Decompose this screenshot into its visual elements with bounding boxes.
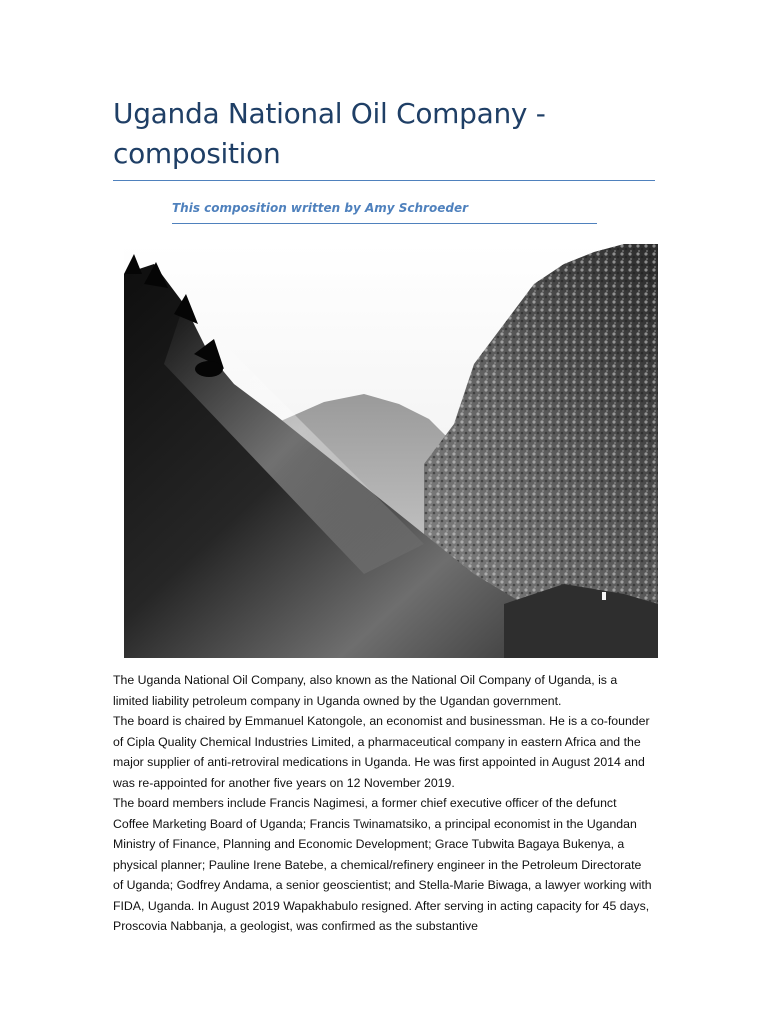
title-underline-rule xyxy=(113,180,655,181)
byline: This composition written by Amy Schroeder xyxy=(172,201,469,215)
paragraph: The board is chaired by Emmanuel Katongole, an economist and businessman. He is a co-founder of Cipla Quality Chemical Industries Limited, a pharmaceutical company in eastern Africa and the major supplier of anti-retroviral medications in Uganda. He was first appointed in August 2014 and was re-appointed for another five years on 12 November 2019. xyxy=(113,714,650,790)
body-text xyxy=(113,670,653,937)
paragraph: The Uganda National Oil Company, also known as the National Oil Company of Uganda, is a limited liability petroleum company in Uganda owned by the Ugandan government. xyxy=(113,673,618,708)
document-title: Uganda National Oil Company - composition xyxy=(113,97,546,170)
paragraph: The board members include Francis Nagimesi, a former chief executive officer of the defunct Coffee Marketing Board of Uganda; Francis Twinamatsiko, a principal economist in the Ugandan Ministry of Finance, Planning and Economic Development; Grace Tubwita Bagaya Bukenya, a physical planner; Pauline Irene Batebe, a chemical/refinery engineer in the Petroleum Directorate of Uganda; Godfrey Andama, a senior geoscientist; and Stella-Marie Biwaga, a lawyer working with FIDA, Uganda. In August 2019 Wapakhabulo resigned. After serving in acting capacity for 45 days, Proscovia Nabbanja, a geologist, was confirmed as the substantive xyxy=(113,796,652,933)
byline-underline-rule xyxy=(172,223,597,224)
mountain-valley-photo xyxy=(124,244,658,658)
